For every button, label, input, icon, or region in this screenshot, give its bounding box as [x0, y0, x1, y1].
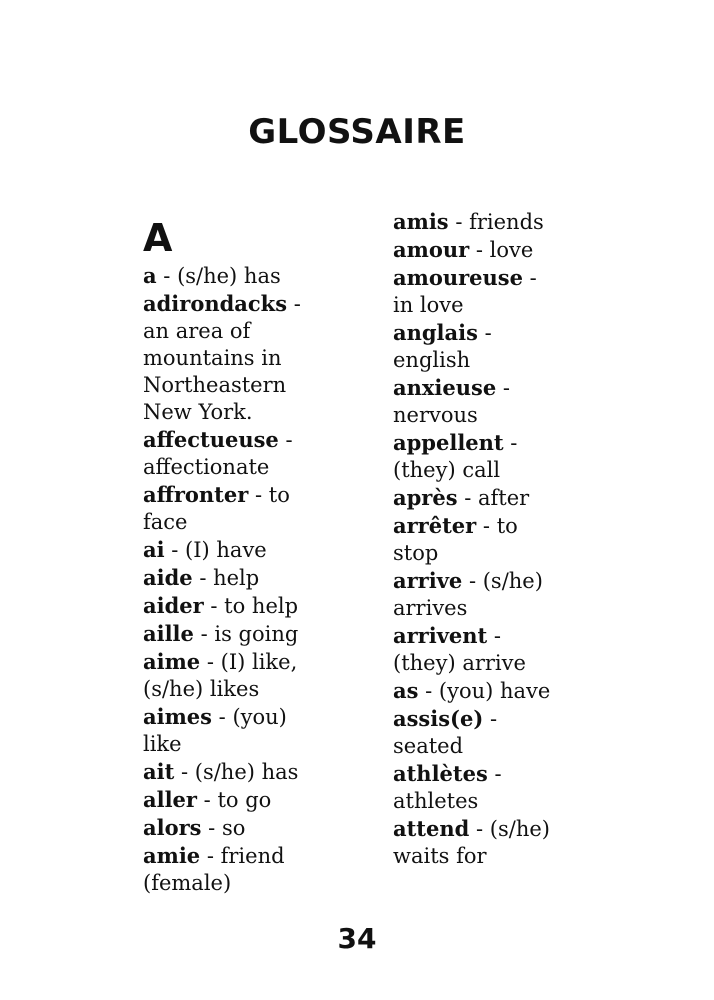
glossary-term: affectueuse — [143, 427, 279, 452]
entry-list-left — [143, 262, 383, 897]
glossary-line — [393, 208, 633, 236]
glossary-term: affronter — [143, 482, 249, 507]
glossary-line — [393, 815, 633, 843]
glossary-term: amie — [143, 843, 201, 868]
glossary-separator: - — [156, 264, 178, 288]
glossary-term: amour — [393, 237, 470, 262]
glossary-definition: (I) like, — [220, 650, 298, 674]
glossary-term: as — [393, 678, 419, 703]
glossary-line — [393, 595, 633, 622]
glossary-line — [143, 372, 383, 399]
glossary-separator: - — [287, 292, 301, 316]
glossary-definition: (you) — [232, 705, 287, 729]
glossary-term: arrivent — [393, 623, 488, 648]
glossary-separator: - — [212, 705, 233, 729]
glossary-line — [143, 814, 383, 842]
glossary-separator: - — [164, 538, 186, 562]
glossary-line — [143, 592, 383, 620]
glossary-definition: help — [213, 566, 260, 590]
glossary-definition: waits for — [393, 844, 487, 868]
glossary-term: aider — [143, 593, 204, 618]
section-letter: A — [143, 216, 173, 260]
glossary-definition: to go — [217, 788, 272, 812]
glossary-separator: - — [201, 816, 222, 840]
glossary-definition: athletes — [393, 789, 479, 813]
glossary-line — [143, 536, 383, 564]
glossary-term: assis(e) — [393, 706, 484, 731]
glossary-line — [143, 290, 383, 318]
glossary-term: amis — [393, 209, 449, 234]
glossary-line — [393, 429, 633, 457]
glossary-line — [143, 758, 383, 786]
glossary-term: amoureuse — [393, 265, 523, 290]
glossary-line — [143, 564, 383, 592]
glossary-definition: (female) — [143, 871, 232, 895]
glossary-line — [143, 620, 383, 648]
page-number: 34 — [337, 922, 377, 955]
glossary-term: aller — [143, 787, 197, 812]
glossary-definition: in love — [393, 293, 464, 317]
glossary-term: anglais — [393, 320, 478, 345]
glossary-separator: - — [193, 622, 215, 646]
glossary-separator: - — [174, 760, 195, 784]
glossary-separator: - — [477, 321, 492, 345]
glossary-separator: - — [469, 817, 490, 841]
glossary-line — [143, 262, 383, 290]
glossary-separator: - — [197, 788, 218, 812]
glossary-definition: like — [143, 732, 182, 756]
glossary-separator: - — [418, 679, 439, 703]
glossary-definition: after — [478, 486, 530, 510]
glossary-line — [393, 374, 633, 402]
glossary-definition: to — [496, 514, 518, 538]
glossary-separator: - — [522, 266, 537, 290]
glossary-line — [143, 731, 383, 758]
glossary-definition: (they) arrive — [393, 651, 526, 675]
glossary-definition: an area of — [143, 319, 251, 343]
glossary-definition: New York. — [143, 400, 253, 424]
glossary-line — [393, 292, 633, 319]
glossary-separator: - — [462, 569, 483, 593]
glossary-definition: (I) have — [185, 538, 267, 562]
glossary-column-left — [143, 214, 383, 897]
glossary-separator: - — [483, 707, 498, 731]
glossary-term: ai — [143, 537, 165, 562]
glossary-line — [393, 622, 633, 650]
glossary-definition: nervous — [393, 403, 478, 427]
glossary-separator: - — [200, 650, 221, 674]
glossary-definition: (you) have — [438, 679, 551, 703]
glossary-definition: Northeastern — [143, 373, 287, 397]
glossary-term: anxieuse — [393, 375, 497, 400]
glossary-line — [143, 676, 383, 703]
glossary-term: alors — [143, 815, 202, 840]
glossary-line — [393, 705, 633, 733]
glossary-definition: arrives — [393, 596, 468, 620]
glossary-term: a — [143, 263, 157, 288]
glossary-definition: (s/he) — [489, 817, 550, 841]
glossary-term: athlètes — [393, 761, 488, 786]
glossary-term: aimes — [143, 704, 212, 729]
glossary-line — [393, 402, 633, 429]
glossary-term: après — [393, 485, 458, 510]
glossary-definition: friend — [220, 844, 285, 868]
glossary-line — [393, 540, 633, 567]
glossary-separator: - — [476, 514, 497, 538]
glossary-line — [393, 760, 633, 788]
glossary-line — [393, 484, 633, 512]
glossary-line — [393, 457, 633, 484]
glossary-line — [143, 786, 383, 814]
glossary-line — [143, 426, 383, 454]
glossary-separator: - — [487, 762, 502, 786]
glossary-definition: stop — [393, 541, 439, 565]
glossary-term: aille — [143, 621, 194, 646]
glossary-definition: (s/he) likes — [143, 677, 260, 701]
glossary-term: aime — [143, 649, 201, 674]
glossary-line — [143, 703, 383, 731]
glossary-line — [143, 399, 383, 426]
glossary-line — [143, 842, 383, 870]
glossary-term: adirondacks — [143, 291, 288, 316]
glossary-definition: so — [221, 816, 246, 840]
glossary-separator: - — [469, 238, 490, 262]
glossary-term: arrêter — [393, 513, 477, 538]
glossary-line — [393, 843, 633, 870]
glossary-term: appellent — [393, 430, 504, 455]
glossary-line — [143, 509, 383, 536]
glossary-term: aide — [143, 565, 193, 590]
glossary-separator: - — [278, 428, 293, 452]
glossary-line — [393, 512, 633, 540]
glossary-separator: - — [192, 566, 214, 590]
glossary-line — [393, 236, 633, 264]
glossary-definition: (s/he) has — [177, 264, 281, 288]
glossary-line — [143, 454, 383, 481]
glossary-line — [393, 319, 633, 347]
glossary-definition: to help — [224, 594, 299, 618]
glossary-definition: english — [393, 348, 471, 372]
glossary-definition: affectionate — [143, 455, 270, 479]
glossary-separator: - — [200, 844, 221, 868]
glossary-definition: mountains in — [143, 346, 282, 370]
glossary-line — [143, 648, 383, 676]
glossary-separator: - — [203, 594, 225, 618]
glossary-definition: (s/he) — [482, 569, 543, 593]
glossary-line — [143, 870, 383, 897]
glossary-line — [393, 347, 633, 374]
glossary-definition: friends — [469, 210, 544, 234]
glossary-line — [393, 677, 633, 705]
glossary-definition: face — [143, 510, 188, 534]
glossary-definition: is going — [214, 622, 299, 646]
glossary-definition: to — [268, 483, 290, 507]
glossary-line — [143, 318, 383, 345]
glossary-separator: - — [496, 376, 510, 400]
glossary-separator: - — [503, 431, 518, 455]
glossary-separator: - — [248, 483, 269, 507]
glossary-definition: seated — [393, 734, 464, 758]
glossary-line — [393, 733, 633, 760]
glossary-separator: - — [457, 486, 478, 510]
glossary-line — [393, 567, 633, 595]
glossary-line — [393, 264, 633, 292]
page-title: GLOSSAIRE — [248, 112, 466, 152]
glossary-definition: (they) call — [393, 458, 501, 482]
glossary-definition: love — [489, 238, 534, 262]
glossary-line — [393, 788, 633, 815]
glossary-column-right — [393, 208, 633, 870]
glossary-term: attend — [393, 816, 470, 841]
glossary-term: ait — [143, 759, 175, 784]
glossary-line — [393, 650, 633, 677]
glossary-definition: (s/he) has — [194, 760, 299, 784]
glossary-line — [143, 345, 383, 372]
entry-list-right — [393, 208, 633, 870]
glossary-line — [143, 481, 383, 509]
glossary-separator: - — [448, 210, 470, 234]
glossary-term: arrive — [393, 568, 463, 593]
glossary-separator: - — [487, 624, 502, 648]
